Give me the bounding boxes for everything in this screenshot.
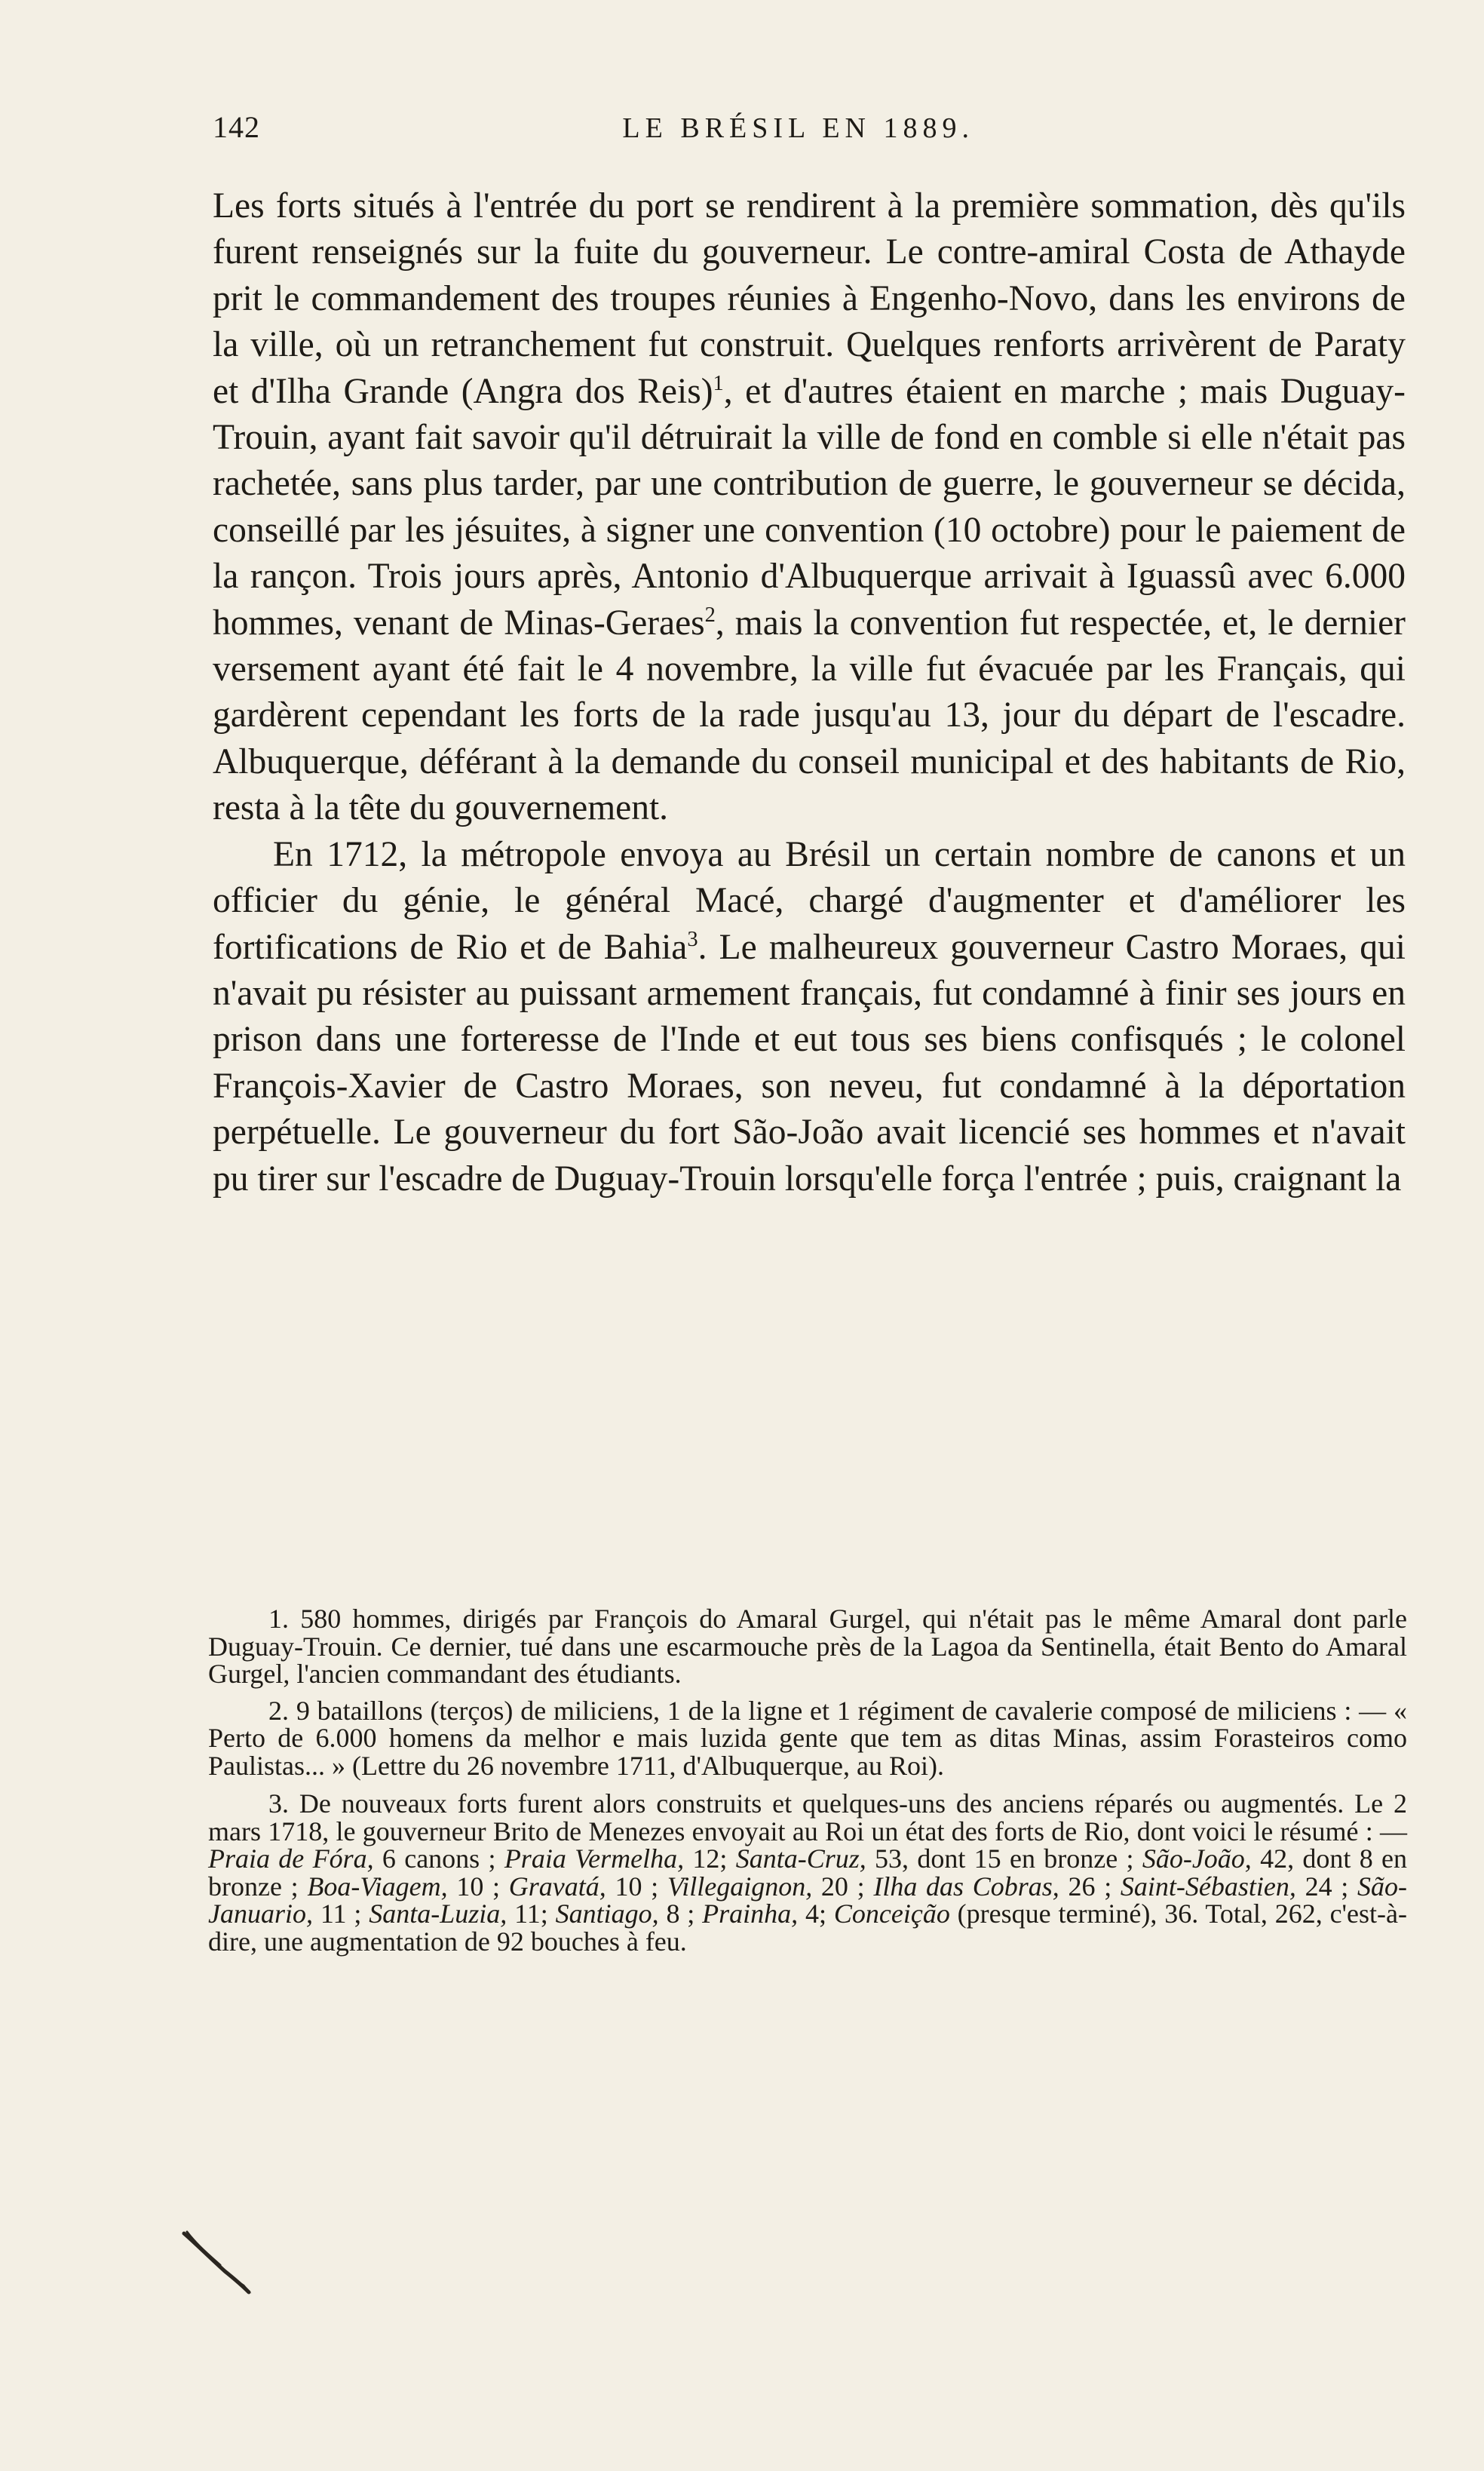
fort-name: Ilha das Cobras, — [873, 1871, 1059, 1902]
fn3-text: 11; — [507, 1899, 556, 1929]
page-number: 142 — [213, 110, 260, 144]
page-header — [213, 109, 1404, 145]
running-head: LE BRÉSIL EN 1889. — [622, 112, 974, 144]
fn3-text: 12; — [684, 1843, 736, 1874]
fort-name: Gravatá, — [508, 1871, 606, 1902]
fn3-text: (presque terminé), 36. Total, 262, c'est-à-dire, une augmentation de 92 bouches à feu. — [208, 1899, 1407, 1957]
fn3-text: 26 ; — [1059, 1871, 1121, 1902]
fort-name: Villegaignon, — [667, 1871, 813, 1902]
pen-stroke-mark — [179, 2229, 255, 2297]
fort-name: Conceição — [833, 1899, 950, 1929]
fort-name: Praia Vermelha, — [504, 1843, 685, 1874]
paragraph-1-text-c: , mais la convention fut respectée, et, le dernier versement ayant été fait le 4 novembre, la ville fut évacuée par les Français, qui gardèrent cependant les forts de la rade jusqu'au 13, jour du départ de l'escadre. Albuquerque, déférant à la demande du conseil municipal et des habitants de Rio, resta à la tête du gouvernement. — [213, 603, 1406, 828]
fn3-text: 11 ; — [313, 1899, 369, 1929]
fort-name: Saint-Sébastien, — [1120, 1871, 1296, 1902]
footnote-ref-3: 3 — [687, 927, 698, 951]
fort-name: Boa-Viagem, — [307, 1871, 448, 1902]
paragraph-2 — [213, 832, 1406, 1202]
fort-name: São-João, — [1142, 1843, 1252, 1874]
fn3-text: 6 canons ; — [373, 1843, 504, 1874]
paragraph-1-text-a: Les forts situés à l'entrée du port se rendirent à la première sommation, dès qu'ils furent renseignés sur la fuite du gouverneur. Le contre-amiral Costa de Athayde prit le commandement des troupes réunies à Engenho-Novo, dans les environs de la ville, où un retranchement fut construit. Quelques renforts arrivèrent de Paraty et d'Ilha Grande (Angra dos Reis) — [213, 186, 1406, 411]
footnote-2: 2. 9 bataillons (terços) de miliciens, 1 de la ligne et 1 régiment de cavalerie composé de miliciens : — « Perto de 6.000 homens da melhor e mais luzida gente que tem as ditas Minas, assim Forasteiros como Paulistas... » (Lettre du 26 novembre 1711, d'Albuquerque, au Roi). — [208, 1695, 1407, 1781]
fort-name: Santa-Cruz, — [735, 1843, 866, 1874]
fort-name: Santiago, — [555, 1899, 659, 1929]
fort-name: Praia de Fóra, — [208, 1843, 374, 1874]
fn3-text: 10 ; — [606, 1871, 667, 1902]
footnote-ref-1: 1 — [713, 371, 724, 395]
paragraph-1 — [213, 183, 1406, 832]
fn3-text: 3. De nouveaux forts furent alors construits et quelques-uns des anciens réparés ou augmentés. Le 2 mars 1718, le gouverneur Brito de Menezes envoyait au Roi un état des forts de Rio, dont voici le résumé : — — [208, 1788, 1407, 1846]
fn3-text: 10 ; — [447, 1871, 509, 1902]
fn3-text: 8 ; — [658, 1899, 703, 1929]
fort-name: Santa-Luzia, — [369, 1899, 507, 1929]
fn3-text: 4; — [798, 1899, 834, 1929]
fn3-text: 42, dont 8 en bronze ; — [208, 1843, 1408, 1902]
footnote-1: 1. 580 hommes, dirigés par François do Amaral Gurgel, qui n'était pas le même Amaral dont parle Duguay-Trouin. Ce dernier, tué dans une escarmouche près de la Lagoa da Sentinella, était Bento do Amaral Gurgel, l'ancien commandant des étudiants. — [208, 1604, 1407, 1689]
fn3-text: 24 ; — [1295, 1871, 1357, 1902]
fn3-text: 53, dont 15 en bronze ; — [866, 1843, 1142, 1874]
paragraph-1-text-b: , et d'autres étaient en marche ; mais Duguay-Trouin, ayant fait savoir qu'il détruirait la ville de fond en comble si elle n'était pas rachetée, sans plus tarder, par une contribution de guerre, le gouverneur se décida, conseillé par les jésuites, à signer une convention (10 octobre) pour le paiement de la rançon. Trois jours après, Antonio d'Albuquerque arrivait à Iguassû avec 6.000 hommes, venant de Minas-Geraes — [213, 371, 1406, 643]
footnote-3 — [208, 1790, 1407, 1955]
main-text — [213, 183, 1406, 1202]
paragraph-2-text-a: En 1712, la métropole envoya au Brésil un certain nombre de canons et un officier du génie, le général Macé, chargé d'augmenter et d'améliorer les fortifications de Rio et de Bahia — [213, 834, 1406, 967]
paragraph-2-text-b: . Le malheureux gouverneur Castro Moraes, qui n'avait pu résister au puissant armement français, fut condamné à finir ses jours en prison dans une forteresse de l'Inde et eut tous ses biens confisqués ; le colonel François-Xavier de Castro Moraes, son neveu, fut condamné à la déportation perpétuelle. Le gouverneur du fort São-João avait licencié ses hommes et n'avait pu tirer sur l'escadre de Duguay-Trouin lorsqu'elle força l'entrée ; puis, craignant la — [213, 927, 1406, 1199]
fort-name: Prainha, — [702, 1899, 799, 1929]
footnotes — [208, 1605, 1407, 1964]
fort-name: São-Januario, — [208, 1871, 1407, 1929]
fn3-text: 20 ; — [812, 1871, 874, 1902]
footnote-ref-2: 2 — [704, 603, 716, 627]
